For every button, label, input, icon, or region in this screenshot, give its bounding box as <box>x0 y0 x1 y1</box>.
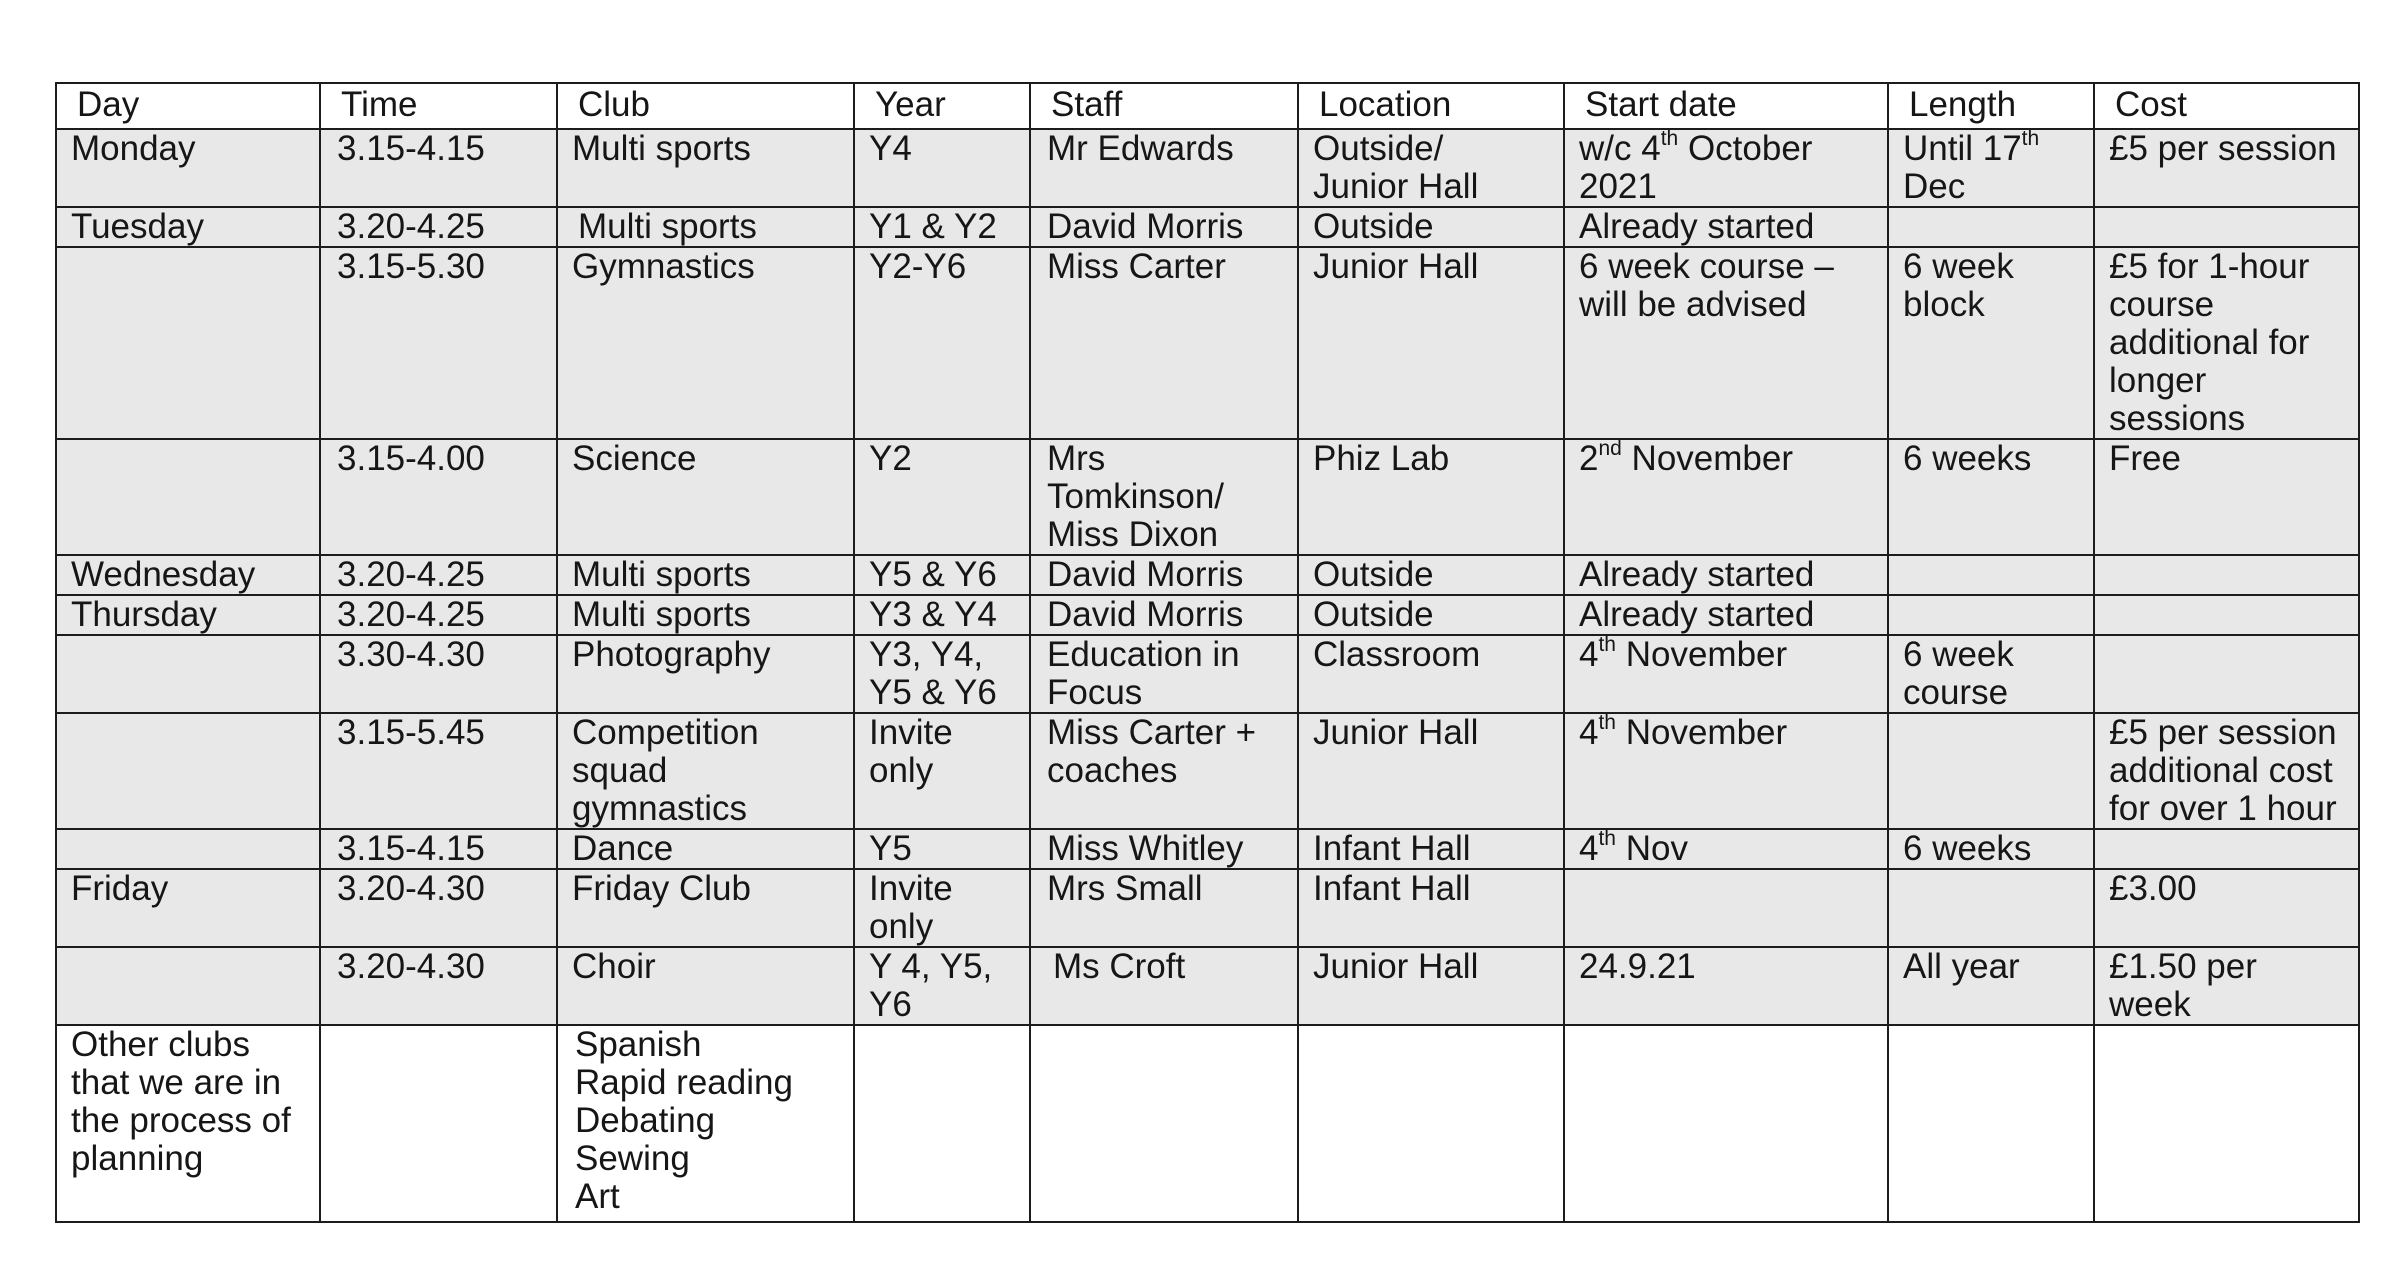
cell-text-line: Y3, Y4, <box>869 635 984 674</box>
cell-year <box>854 829 1030 869</box>
cell-cost <box>2094 207 2359 247</box>
cell-text-line: 6 weeks <box>1903 829 2032 868</box>
cell-text-line: £5 per session <box>2109 129 2337 168</box>
cell-text-line: 24.9.21 <box>1579 947 1696 986</box>
planning-empty-cell <box>1888 1025 2094 1222</box>
cell-text-line: Infant Hall <box>1313 869 1471 908</box>
cell-text-line: £3.00 <box>2109 869 2197 908</box>
ordinal-suffix: th <box>1598 635 1616 657</box>
cell-location <box>1298 247 1564 439</box>
planning-row <box>56 1025 2359 1222</box>
table-row <box>56 635 2359 713</box>
cell-text-line: Multi sports <box>578 207 757 246</box>
cell-staff <box>1030 555 1298 595</box>
cell-length <box>1888 635 2094 713</box>
cell-start <box>1564 595 1888 635</box>
cell-year <box>854 713 1030 829</box>
cell-time <box>320 635 557 713</box>
ordinal-suffix: nd <box>1598 439 1622 461</box>
cell-day <box>56 207 320 247</box>
cell-year <box>854 247 1030 439</box>
cell-start <box>1564 947 1888 1025</box>
cell-text-line: Y3 & Y4 <box>869 595 997 634</box>
table-row <box>56 595 2359 635</box>
cell-day <box>56 829 320 869</box>
cell-location <box>1298 555 1564 595</box>
cell-text-line: gymnastics <box>572 789 748 828</box>
cell-club <box>557 555 854 595</box>
cell-club <box>557 439 854 555</box>
cell-location <box>1298 947 1564 1025</box>
column-header-time: Time <box>320 83 557 129</box>
cell-start <box>1564 207 1888 247</box>
planning-label-cell <box>56 1025 320 1222</box>
cell-day <box>56 439 320 555</box>
cell-text-line: Invite <box>869 869 953 908</box>
cell-text-line: Multi sports <box>572 595 751 634</box>
cell-text-line: Tuesday <box>71 207 204 246</box>
table-body <box>56 129 2359 1222</box>
cell-time <box>320 555 557 595</box>
cell-location <box>1298 635 1564 713</box>
cell-text-line: Outside <box>1313 555 1434 594</box>
cell-text-line: 3.15-5.30 <box>337 247 485 286</box>
cell-location <box>1298 439 1564 555</box>
cell-text-line: week <box>2109 985 2191 1024</box>
cell-start <box>1564 129 1888 207</box>
cell-text-line: Miss Dixon <box>1047 515 1219 554</box>
table-row <box>56 869 2359 947</box>
cell-text-line: longer <box>2109 361 2207 400</box>
cell-cost <box>2094 129 2359 207</box>
cell-text-line: Miss Carter + <box>1047 713 1257 752</box>
table-row <box>56 247 2359 439</box>
cell-text-line: 2021 <box>1579 167 1657 206</box>
cell-length <box>1888 829 2094 869</box>
cell-text-line: Friday Club <box>572 869 751 908</box>
cell-length <box>1888 207 2094 247</box>
planning-club-item: Rapid reading <box>575 1063 793 1102</box>
cell-text-line: Y5 <box>869 829 912 868</box>
cell-text-line: Thursday <box>71 595 217 634</box>
cell-location <box>1298 713 1564 829</box>
cell-text-line: sessions <box>2109 399 2246 438</box>
cell-year <box>854 947 1030 1025</box>
column-header-year: Year <box>854 83 1030 129</box>
cell-text-line: additional cost <box>2109 751 2333 790</box>
planning-club-item: Sewing <box>575 1139 690 1178</box>
cell-text-line: 6 weeks <box>1903 439 2032 478</box>
table-header-row <box>56 83 2359 129</box>
cell-day <box>56 635 320 713</box>
cell-start <box>1564 829 1888 869</box>
cell-length <box>1888 555 2094 595</box>
cell-staff <box>1030 129 1298 207</box>
cell-text-line: Ms Croft <box>1053 947 1186 986</box>
cell-text-line: 4th Nov <box>1579 829 1688 868</box>
cell-cost <box>2094 947 2359 1025</box>
cell-start <box>1564 713 1888 829</box>
cell-time <box>320 439 557 555</box>
cell-club <box>557 247 854 439</box>
cell-text-line: 3.15-4.15 <box>337 129 485 168</box>
cell-text-line: Science <box>572 439 697 478</box>
cell-text-line: Focus <box>1047 673 1143 712</box>
cell-club <box>557 635 854 713</box>
cell-cost <box>2094 595 2359 635</box>
cell-length <box>1888 713 2094 829</box>
cell-text-line: Multi sports <box>572 555 751 594</box>
cell-text-line: 4th November <box>1579 635 1788 674</box>
cell-club <box>557 713 854 829</box>
cell-club <box>557 869 854 947</box>
cell-staff <box>1030 439 1298 555</box>
cell-text-line: Y2-Y6 <box>869 247 967 286</box>
table-row <box>56 555 2359 595</box>
planning-label <box>71 1026 313 1178</box>
cell-day <box>56 595 320 635</box>
cell-cost <box>2094 635 2359 713</box>
cell-year <box>854 595 1030 635</box>
cell-text-line: Outside <box>1313 207 1434 246</box>
cell-text-line: Education in <box>1047 635 1240 674</box>
cell-text-line: All year <box>1903 947 2020 986</box>
cell-text-line: £1.50 per <box>2109 947 2257 986</box>
ordinal-suffix: th <box>1598 713 1616 735</box>
cell-text-line: 2nd November <box>1579 439 1793 478</box>
cell-length <box>1888 869 2094 947</box>
cell-year <box>854 439 1030 555</box>
cell-text-line: David Morris <box>1047 555 1244 594</box>
cell-text-line: 3.15-5.45 <box>337 713 485 752</box>
cell-length <box>1888 439 2094 555</box>
cell-text-line: Monday <box>71 129 196 168</box>
cell-staff <box>1030 829 1298 869</box>
cell-location <box>1298 129 1564 207</box>
cell-text-line: Y5 & Y6 <box>869 555 997 594</box>
cell-text-line: Mr Edwards <box>1047 129 1234 168</box>
cell-text-line: 6 week <box>1903 635 2014 674</box>
cell-time <box>320 947 557 1025</box>
planning-club-item: Art <box>575 1177 620 1216</box>
cell-text-line: Tomkinson/ <box>1047 477 1225 516</box>
cell-text-line: Dance <box>572 829 674 868</box>
cell-time <box>320 829 557 869</box>
cell-year <box>854 635 1030 713</box>
cell-cost <box>2094 555 2359 595</box>
cell-text-line: Friday <box>71 869 169 908</box>
cell-cost <box>2094 829 2359 869</box>
cell-club <box>557 207 854 247</box>
cell-club <box>557 947 854 1025</box>
cell-text-line: squad <box>572 751 668 790</box>
cell-year <box>854 869 1030 947</box>
cell-text-line: Infant Hall <box>1313 829 1471 868</box>
ordinal-suffix: th <box>1660 129 1679 151</box>
cell-staff <box>1030 869 1298 947</box>
cell-staff <box>1030 247 1298 439</box>
cell-text-line: 3.20-4.25 <box>337 207 485 246</box>
cell-start <box>1564 555 1888 595</box>
cell-text-line: Dec <box>1903 167 1966 206</box>
cell-text-line: Phiz Lab <box>1313 439 1450 478</box>
cell-day <box>56 555 320 595</box>
cell-text-line: Y1 & Y2 <box>869 207 997 246</box>
cell-start <box>1564 439 1888 555</box>
cell-text-line: Multi sports <box>572 129 751 168</box>
cell-day <box>56 129 320 207</box>
cell-day <box>56 869 320 947</box>
cell-start <box>1564 869 1888 947</box>
cell-time <box>320 207 557 247</box>
column-header-staff: Staff <box>1030 83 1298 129</box>
cell-text-line: £5 per session <box>2109 713 2337 752</box>
cell-text-line: 3.15-4.15 <box>337 829 485 868</box>
cell-text-line: Junior Hall <box>1313 713 1479 752</box>
cell-text-line: Y4 <box>869 129 912 168</box>
clubs-table <box>55 82 2360 1223</box>
planning-empty-cell <box>320 1025 557 1222</box>
column-header-location: Location <box>1298 83 1564 129</box>
cell-time <box>320 869 557 947</box>
cell-time <box>320 129 557 207</box>
cell-club <box>557 595 854 635</box>
cell-year <box>854 207 1030 247</box>
cell-location <box>1298 829 1564 869</box>
table-row <box>56 207 2359 247</box>
cell-text-line: Competition <box>572 713 759 752</box>
column-header-length: Length <box>1888 83 2094 129</box>
planning-empty-cell <box>1030 1025 1298 1222</box>
planning-empty-cell <box>1298 1025 1564 1222</box>
cell-start <box>1564 247 1888 439</box>
cell-club <box>557 829 854 869</box>
cell-location <box>1298 595 1564 635</box>
cell-text-line: Outside <box>1313 595 1434 634</box>
table-row <box>56 947 2359 1025</box>
planning-club-item: Spanish <box>575 1025 702 1064</box>
cell-length <box>1888 247 2094 439</box>
cell-text-line: w/c 4th October <box>1579 129 1813 168</box>
cell-text-line: David Morris <box>1047 595 1244 634</box>
cell-text-line: Y 4, Y5, <box>869 947 993 986</box>
cell-year <box>854 555 1030 595</box>
cell-text-line: Mrs <box>1047 439 1106 478</box>
cell-text-line: 3.20-4.25 <box>337 595 485 634</box>
cell-text-line: course <box>2109 285 2215 324</box>
cell-length <box>1888 129 2094 207</box>
cell-text-line: Already started <box>1579 595 1815 634</box>
cell-staff <box>1030 207 1298 247</box>
planning-empty-cell <box>2094 1025 2359 1222</box>
planning-club-item: Debating <box>575 1101 716 1140</box>
ordinal-suffix: th <box>1598 829 1616 851</box>
cell-text-line: the process of <box>71 1101 291 1140</box>
cell-text-line: will be advised <box>1579 285 1807 324</box>
cell-text-line: only <box>869 751 934 790</box>
cell-day <box>56 947 320 1025</box>
table-row <box>56 829 2359 869</box>
cell-text-line: Y6 <box>869 985 912 1024</box>
cell-text-line: coaches <box>1047 751 1178 790</box>
cell-club <box>557 129 854 207</box>
cell-text-line: Free <box>2109 439 2181 478</box>
planning-empty-cell <box>1564 1025 1888 1222</box>
column-header-day: Day <box>56 83 320 129</box>
planning-empty-cell <box>854 1025 1030 1222</box>
cell-time <box>320 247 557 439</box>
cell-text-line: only <box>869 907 934 946</box>
cell-year <box>854 129 1030 207</box>
cell-text-line: Junior Hall <box>1313 947 1479 986</box>
cell-day <box>56 247 320 439</box>
cell-text-line: 3.15-4.00 <box>337 439 485 478</box>
cell-time <box>320 713 557 829</box>
cell-text-line: Gymnastics <box>572 247 755 286</box>
cell-text-line: 3.20-4.30 <box>337 947 485 986</box>
cell-staff <box>1030 595 1298 635</box>
cell-cost <box>2094 713 2359 829</box>
cell-text-line: 4th November <box>1579 713 1788 752</box>
table-row <box>56 129 2359 207</box>
cell-text-line: Already started <box>1579 555 1815 594</box>
cell-text-line: Until 17th <box>1903 129 2040 168</box>
cell-text-line: Choir <box>572 947 656 986</box>
column-header-start-date: Start date <box>1564 83 1888 129</box>
column-header-cost: Cost <box>2094 83 2359 129</box>
cell-staff <box>1030 713 1298 829</box>
cell-text-line: Invite <box>869 713 953 752</box>
cell-location <box>1298 207 1564 247</box>
cell-text-line: Y5 & Y6 <box>869 673 997 712</box>
cell-text-line: Junior Hall <box>1313 247 1479 286</box>
cell-text-line: Other clubs <box>71 1025 250 1064</box>
cell-length <box>1888 947 2094 1025</box>
cell-text-line: David Morris <box>1047 207 1244 246</box>
cell-day <box>56 713 320 829</box>
cell-text-line: 3.30-4.30 <box>337 635 485 674</box>
cell-staff <box>1030 947 1298 1025</box>
cell-text-line: 6 week course – <box>1579 247 1834 286</box>
cell-length <box>1888 595 2094 635</box>
cell-text-line: 3.20-4.30 <box>337 869 485 908</box>
cell-text-line: course <box>1903 673 2009 712</box>
column-header-club: Club <box>557 83 854 129</box>
cell-text-line: for over 1 hour <box>2109 789 2337 828</box>
cell-text-line: £5 for 1-hour <box>2109 247 2310 286</box>
table-row <box>56 439 2359 555</box>
cell-cost <box>2094 247 2359 439</box>
cell-text-line: Already started <box>1579 207 1815 246</box>
cell-text-line: Outside/ <box>1313 129 1444 168</box>
cell-text-line: Miss Whitley <box>1047 829 1244 868</box>
cell-text-line: additional for <box>2109 323 2310 362</box>
cell-text-line: Wednesday <box>71 555 256 594</box>
cell-staff <box>1030 635 1298 713</box>
cell-start <box>1564 635 1888 713</box>
cell-cost <box>2094 439 2359 555</box>
cell-text-line: 3.20-4.25 <box>337 555 485 594</box>
planning-clubs-cell <box>557 1025 854 1222</box>
cell-text-line: Mrs Small <box>1047 869 1203 908</box>
table-row <box>56 713 2359 829</box>
cell-text-line: Photography <box>572 635 771 674</box>
cell-text-line: planning <box>71 1139 204 1178</box>
cell-time <box>320 595 557 635</box>
cell-text-line: Miss Carter <box>1047 247 1226 286</box>
cell-location <box>1298 869 1564 947</box>
cell-text-line: Junior Hall <box>1313 167 1479 206</box>
cell-text-line: Y2 <box>869 439 912 478</box>
ordinal-suffix: th <box>2021 129 2040 151</box>
cell-text-line: Classroom <box>1313 635 1481 674</box>
cell-text-line: 6 week <box>1903 247 2014 286</box>
cell-text-line: block <box>1903 285 1985 324</box>
cell-cost <box>2094 869 2359 947</box>
cell-text-line: that we are in <box>71 1063 282 1102</box>
